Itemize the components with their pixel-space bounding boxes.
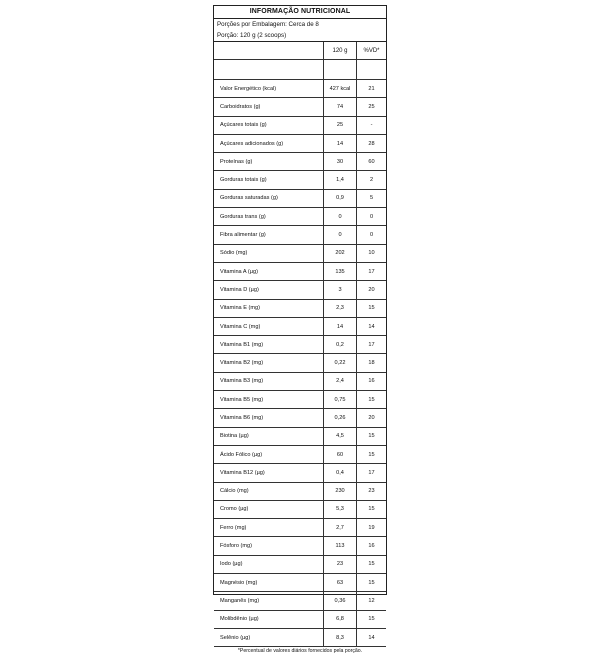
nutrient-amount: 0,36 — [324, 592, 357, 610]
nutrient-name: Gorduras saturadas (g) — [214, 189, 324, 207]
nutrient-name: Vitamina B3 (mg) — [214, 372, 324, 390]
nutrient-amount: 14 — [324, 317, 357, 335]
table-row — [214, 262, 386, 280]
nutrient-dv: 28 — [357, 134, 387, 152]
nutrient-amount: 74 — [324, 98, 357, 116]
nutrient-dv: 21 — [357, 80, 387, 98]
nutrient-name: Selênio (µg) — [214, 628, 324, 646]
nutrient-dv: 14 — [357, 628, 387, 646]
nutrient-amount: 4,5 — [324, 427, 357, 445]
table-row — [214, 116, 386, 134]
nutrient-amount: 14 — [324, 134, 357, 152]
nutrient-name: Valor Energético (kcal) — [214, 80, 324, 98]
nutrient-dv: 20 — [357, 281, 387, 299]
serving-size: Porção: 120 g (2 scoops) — [214, 30, 386, 42]
nutrition-table — [214, 42, 386, 647]
nutrient-name: Proteínas (g) — [214, 153, 324, 171]
nutrient-name: Vitamina A (µg) — [214, 262, 324, 280]
table-spacer-row — [214, 60, 386, 80]
table-row — [214, 171, 386, 189]
nutrient-name: Vitamina B12 (µg) — [214, 464, 324, 482]
nutrient-dv: 0 — [357, 226, 387, 244]
nutrient-name: Vitamina C (mg) — [214, 317, 324, 335]
table-row — [214, 464, 386, 482]
nutrient-amount: 427 kcal — [324, 80, 357, 98]
nutrient-amount: 60 — [324, 445, 357, 463]
table-row — [214, 519, 386, 537]
nutrient-dv: 16 — [357, 537, 387, 555]
nutrient-dv: 18 — [357, 354, 387, 372]
nutrient-amount: 0,22 — [324, 354, 357, 372]
table-row — [214, 372, 386, 390]
nutrient-name: Molibdênio (µg) — [214, 610, 324, 628]
nutrient-name: Fibra alimentar (g) — [214, 226, 324, 244]
table-row — [214, 482, 386, 500]
nutrient-name: Vitamina B1 (mg) — [214, 336, 324, 354]
table-row — [214, 409, 386, 427]
nutrient-name: Vitamina B2 (mg) — [214, 354, 324, 372]
nutrient-amount: 0 — [324, 208, 357, 226]
nutrient-amount: 8,3 — [324, 628, 357, 646]
table-row — [214, 336, 386, 354]
table-row — [214, 80, 386, 98]
table-row — [214, 134, 386, 152]
nutrient-amount: 2,3 — [324, 299, 357, 317]
footnote: *Percentual de valores diários fornecidos pela porção. — [237, 648, 363, 654]
nutrient-dv: 15 — [357, 299, 387, 317]
nutrient-name: Carboidratos (g) — [214, 98, 324, 116]
table-row — [214, 574, 386, 592]
nutrient-dv: 15 — [357, 500, 387, 518]
table-row — [214, 628, 386, 646]
nutrient-amount: 0 — [324, 226, 357, 244]
nutrient-dv: 15 — [357, 445, 387, 463]
nutrient-name: Magnésio (mg) — [214, 574, 324, 592]
nutrient-name: Sódio (mg) — [214, 244, 324, 262]
nutrient-amount: 0,9 — [324, 189, 357, 207]
nutrient-dv: 15 — [357, 391, 387, 409]
nutrient-amount: 135 — [324, 262, 357, 280]
table-row — [214, 299, 386, 317]
table-row — [214, 555, 386, 573]
nutrient-amount: 1,4 — [324, 171, 357, 189]
nutrient-dv: 15 — [357, 427, 387, 445]
nutrient-amount: 0,2 — [324, 336, 357, 354]
header-label-cell — [214, 42, 324, 60]
nutrient-name: Manganês (mg) — [214, 592, 324, 610]
nutrient-dv: 20 — [357, 409, 387, 427]
nutrient-amount: 6,8 — [324, 610, 357, 628]
panel-title: INFORMAÇÃO NUTRICIONAL — [214, 6, 386, 19]
nutrient-dv: 14 — [357, 317, 387, 335]
table-row — [214, 281, 386, 299]
table-row — [214, 427, 386, 445]
nutrient-name: Vitamina D (µg) — [214, 281, 324, 299]
table-row — [214, 354, 386, 372]
table-row — [214, 391, 386, 409]
nutrient-dv: 15 — [357, 610, 387, 628]
table-row — [214, 445, 386, 463]
nutrient-dv: 15 — [357, 555, 387, 573]
nutrient-dv: 60 — [357, 153, 387, 171]
nutrient-amount: 2,4 — [324, 372, 357, 390]
nutrient-amount: 5,3 — [324, 500, 357, 518]
nutrient-dv: 12 — [357, 592, 387, 610]
table-row — [214, 208, 386, 226]
nutrient-amount: 113 — [324, 537, 357, 555]
nutrient-amount: 23 — [324, 555, 357, 573]
nutrient-amount: 230 — [324, 482, 357, 500]
nutrient-name: Açúcares totais (g) — [214, 116, 324, 134]
nutrient-name: Iodo (µg) — [214, 555, 324, 573]
nutrient-amount: 63 — [324, 574, 357, 592]
table-row — [214, 610, 386, 628]
nutrient-name: Vitamina B6 (mg) — [214, 409, 324, 427]
nutrient-dv: 17 — [357, 464, 387, 482]
table-row — [214, 317, 386, 335]
nutrient-amount: 2,7 — [324, 519, 357, 537]
nutrient-name: Açúcares adicionados (g) — [214, 134, 324, 152]
header-amount: 120 g — [324, 42, 357, 60]
nutrient-amount: 25 — [324, 116, 357, 134]
table-row — [214, 537, 386, 555]
table-row — [214, 500, 386, 518]
header-dv: %VD* — [357, 42, 387, 60]
nutrient-dv: 17 — [357, 262, 387, 280]
nutrient-amount: 0,26 — [324, 409, 357, 427]
nutrient-name: Gorduras totais (g) — [214, 171, 324, 189]
table-header-row — [214, 42, 386, 60]
nutrient-dv: 16 — [357, 372, 387, 390]
table-row — [214, 98, 386, 116]
nutrient-name: Gorduras trans (g) — [214, 208, 324, 226]
nutrient-dv: 17 — [357, 336, 387, 354]
nutrient-dv: 10 — [357, 244, 387, 262]
nutrient-name: Cálcio (mg) — [214, 482, 324, 500]
table-row — [214, 244, 386, 262]
nutrient-name: Vitamina E (mg) — [214, 299, 324, 317]
nutrient-name: Vitamina B5 (mg) — [214, 391, 324, 409]
nutrient-dv: 2 — [357, 171, 387, 189]
nutrient-name: Biotina (µg) — [214, 427, 324, 445]
nutrient-dv: 5 — [357, 189, 387, 207]
nutrient-dv: 15 — [357, 574, 387, 592]
servings-per-package: Porções por Embalagem: Cerca de 8 — [217, 21, 319, 28]
nutrient-name: Fósforo (mg) — [214, 537, 324, 555]
nutrient-amount: 0,4 — [324, 464, 357, 482]
table-row — [214, 153, 386, 171]
table-row — [214, 592, 386, 610]
table-row — [214, 189, 386, 207]
nutrition-facts-panel — [213, 5, 387, 654]
nutrient-name: Cromo (µg) — [214, 500, 324, 518]
nutrient-amount: 30 — [324, 153, 357, 171]
nutrient-dv: 25 — [357, 98, 387, 116]
nutrient-amount: 202 — [324, 244, 357, 262]
nutrient-dv: - — [357, 116, 387, 134]
nutrient-dv: 19 — [357, 519, 387, 537]
nutrient-dv: 0 — [357, 208, 387, 226]
nutrient-amount: 0,75 — [324, 391, 357, 409]
nutrient-name: Ferro (mg) — [214, 519, 324, 537]
table-row — [214, 226, 386, 244]
nutrient-dv: 23 — [357, 482, 387, 500]
nutrient-amount: 3 — [324, 281, 357, 299]
nutrient-name: Ácido Fólico (µg) — [214, 445, 324, 463]
